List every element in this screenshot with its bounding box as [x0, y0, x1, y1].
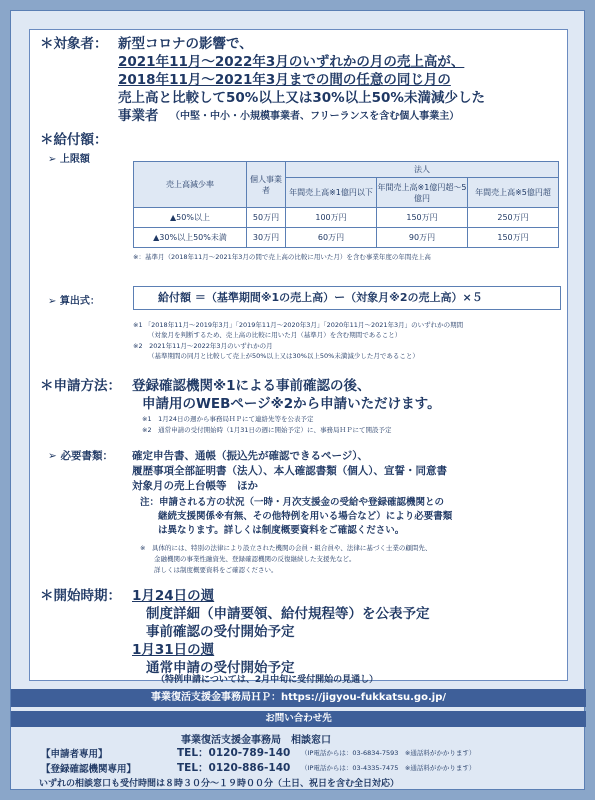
target-line-1: 新型コロナの影響で、	[118, 36, 253, 52]
apply-line-2: 申請用のWEBページ※2から申請いただけます。	[142, 396, 441, 412]
payment-label: ＊給付額：	[40, 132, 108, 148]
start-week-2-line-1: 通常申請の受付開始予定	[146, 660, 295, 676]
formula-box: 給付額 ＝（基準期間※1の売上高）ー（対象月※2の売上高）×５	[133, 286, 561, 310]
limit-label: ➢ 上限額	[48, 154, 90, 165]
rate-cell: ▲30%以上50%未満	[134, 228, 247, 248]
flyer-page	[10, 10, 585, 790]
calc-note-1: ※1 「2018年11月～2019年3月」「2019年11月～2020年3月」「2020年11月～2021年3月」のいずれかの期間	[133, 321, 464, 329]
docs-small-2: 金融機関の事業性融資先、登録確認機関の反復継続した支援先など。	[154, 555, 356, 563]
docs-line-3: 対象月の売上台帳等 ほか	[132, 480, 258, 492]
applicant-label: 【申請者専用】	[41, 749, 108, 760]
corp-col-3-header: 年間売上高※5億円超	[468, 178, 559, 208]
office-hours: いずれの相談窓口も受付時間は８時３０分～１９時００分（土日、祝日を含む全日対応）	[39, 779, 400, 789]
start-label: ＊開始時期：	[40, 588, 121, 604]
corp-cell: 150万円	[377, 208, 468, 228]
hp-bar: 事業復活支援金事務局ＨＰ：https://jigyou-fukkatsu.go.jp/	[11, 689, 586, 707]
corp-cell: 100万円	[286, 208, 377, 228]
individual-cell: 30万円	[247, 228, 286, 248]
docs-note-3: は異なります。詳しくは制度概要資料をご確認ください。	[158, 525, 405, 536]
target-line-2: 2021年11月～2022年3月のいずれかの月の売上高が、	[118, 54, 465, 70]
table-row	[134, 208, 559, 228]
agency-ip-tel: （IP電話からは：03-4335-7475 ※通話料がかかります）	[301, 764, 476, 772]
office-name: 事業復活支援金事務局 相談窓口	[181, 735, 331, 746]
docs-line-2: 履歴事項全部証明書（法人）、本人確認書類（個人）、宣誓・同意書	[132, 465, 447, 477]
corp-col-1-header: 年間売上高※1億円以下	[286, 178, 377, 208]
calc-label: ➢ 算出式：	[48, 296, 100, 307]
start-week-1-line-2: 事前確認の受付開始予定	[146, 624, 295, 640]
start-week-1-line-1: 制度詳細（申請要領、給付規程等）を公表予定	[146, 606, 430, 622]
contact-title-bar: お問い合わせ先	[11, 711, 586, 727]
start-week-2-note: （特例申請については、2月中旬に受付開始の見通し）	[156, 675, 379, 685]
apply-note-2: ※2 通常申請の受付開始時（1月31日の週に開始予定）に、事務局ＨＰにて開設予定	[142, 426, 392, 434]
target-line-5: 事業者	[118, 108, 159, 124]
apply-note-1: ※1 1月24日の週から事務局ＨＰにて連絡先等を公表予定	[142, 415, 314, 423]
main-content-box	[29, 29, 568, 685]
docs-label: ➢ 必要書類：	[48, 450, 113, 462]
docs-line-1: 確定申告書、通帳（振込先が確認できるページ）、	[132, 450, 369, 462]
col-rate-header: 売上高減少率	[134, 162, 247, 208]
calc-note-2: （対象月を判断するため、売上高の比較に用いた月（基準月）を含む期間であること）	[148, 331, 402, 339]
corp-cell: 60万円	[286, 228, 377, 248]
rate-cell: ▲50%以上	[134, 208, 247, 228]
col-corp-header: 法人	[286, 162, 559, 178]
applicant-tel: TEL：0120-789-140	[177, 747, 291, 759]
apply-label: ＊申請方法：	[40, 378, 121, 394]
start-week-2: 1月31日の週	[132, 642, 215, 658]
corp-cell: 90万円	[377, 228, 468, 248]
individual-cell: 50万円	[247, 208, 286, 228]
docs-small-1: ※ 具体的には、特別の法律により設立された機関の会員・組合員や、法律に基づく士業の顧問先、	[140, 544, 432, 552]
docs-note-1: 注：申請される方の状況（一時・月次支援金の受給や登録確認機関との	[140, 497, 445, 508]
corp-cell: 150万円	[468, 228, 559, 248]
target-line-4: 売上高と比較して50%以上又は30%以上50%未満減少した	[118, 90, 485, 106]
start-week-1: 1月24日の週	[132, 588, 215, 604]
target-note: （中堅・中小・小規模事業者、フリーランスを含む個人事業主）	[170, 111, 460, 122]
apply-line-1: 登録確認機関※1による事前確認の後、	[132, 378, 371, 394]
target-label: ＊対象者：	[40, 36, 108, 52]
agency-tel: TEL：0120-886-140	[177, 762, 291, 774]
table-footnote: ※：基準月（2018年11月～2021年3月の間で売上高の比較に用いた月）を含む事業年度の年間売上高	[133, 253, 431, 261]
table-row	[134, 228, 559, 248]
docs-small-3: 詳しくは制度概要資料をご確認ください。	[154, 566, 278, 574]
corp-cell: 250万円	[468, 208, 559, 228]
limit-table	[133, 161, 559, 248]
calc-note-4: （基準期間の同月と比較して売上が50%以上又は30%以上50%未満減少した月であること）	[148, 352, 419, 360]
agency-label: 【登録確認機関専用】	[41, 764, 137, 775]
target-line-3: 2018年11月～2021年3月までの間の任意の同じ月の	[118, 72, 451, 88]
calc-note-3: ※2 2021年11月～2022年3月のいずれかの月	[133, 342, 273, 350]
col-individual-header: 個人事業者	[247, 162, 286, 208]
corp-col-2-header: 年間売上高※1億円超～5億円	[377, 178, 468, 208]
applicant-ip-tel: （IP電話からは：03-6834-7593 ※通話料がかかります）	[301, 749, 476, 757]
docs-note-2: 継続支援関係※有無、その他特例を用いる場合など）により必要書類	[158, 511, 453, 522]
